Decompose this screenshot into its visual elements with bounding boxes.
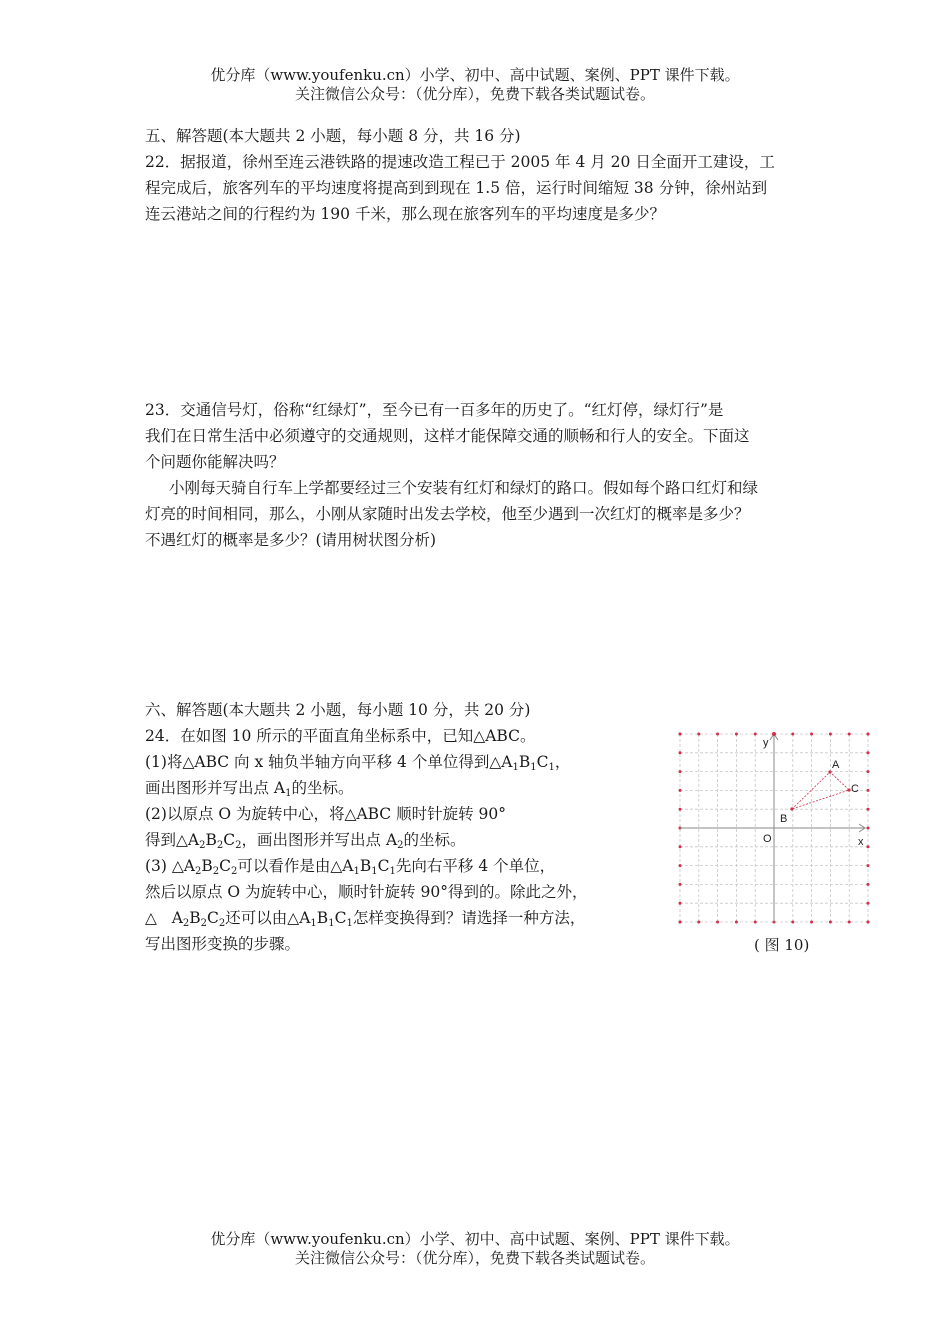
grid-border-dot (867, 827, 870, 830)
section-6-title: 六、解答题(本大题共 2 小题，每小题 10 分，共 20 分) (145, 701, 531, 719)
grid-border-dot (810, 733, 813, 736)
q23-line-5: 灯亮的时间相同，那么，小刚从家随时出发去学校，他至少遇到一次红灯的概率是多少？ (145, 505, 750, 523)
q23-line-6: 不遇红灯的概率是多少？(请用树状图分析) (145, 531, 437, 549)
figure-caption: ( 图 10) (754, 936, 810, 954)
q23-line-2: 我们在日常生活中必须遵守的交通规则，这样才能保障交通的顺畅和行人的安全。下面这 (145, 427, 750, 445)
grid-border-dot (867, 789, 870, 792)
q23-line-4: 小刚每天骑自行车上学都要经过三个安装有红灯和绿灯的路口。假如每个路口红灯和绿 (169, 479, 759, 497)
page-footer (0, 1230, 950, 1268)
section-5-title: 五、解答题(本大题共 2 小题，每小题 8 分，共 16 分) (145, 127, 521, 145)
q24-part2-line1: (2)以原点 O 为旋转中心，将△ABC 顺时针旋转 90° (145, 805, 506, 823)
grid-border-dot (679, 808, 682, 811)
grid-border-dot (679, 864, 682, 867)
grid-border-dot (829, 921, 832, 924)
header-line-1: 优分库（www.youfenku.cn）小学、初中、高中试题、案例、PPT 课件下载。 (210, 66, 740, 84)
q24-part1-line2: 画出图形并写出点 $A_1$的坐标。 (145, 779, 354, 799)
grid-border-dot (867, 733, 870, 736)
header-line-2: 关注微信公众号：（优分库），免费下载各类试题试卷。 (294, 85, 655, 103)
q24-part3-line2: 然后以原点 O 为旋转中心，顺时针旋转 90°得到的。除此之外， (145, 883, 588, 901)
grid-border-dot (679, 883, 682, 886)
coordinate-grid-figure (676, 730, 871, 926)
origin-label: O (763, 833, 772, 845)
grid-border-dot (848, 921, 851, 924)
q22-line-2: 程完成后，旅客列车的平均速度将提高到到现在 1.5 倍，运行时间缩短 38 分钟，徐州站到 (145, 179, 768, 197)
grid-border-dot (867, 808, 870, 811)
q24-intro: 24．在如图 10 所示的平面直角坐标系中，已知△ABC。 (145, 727, 536, 745)
grid-border-dot (867, 770, 870, 773)
grid-border-dot (867, 921, 870, 924)
grid-border-dot (716, 921, 719, 924)
grid-border-dot (867, 883, 870, 886)
grid-border-dot (867, 902, 870, 905)
page-header (0, 66, 950, 104)
grid-border-dot (754, 921, 757, 924)
grid-border-dot (679, 751, 682, 754)
q24-part1-line1: (1)将△ABC 向 x 轴负半轴方向平移 4 个单位得到$\triangle A_1B_1C_1$， (145, 753, 571, 773)
q22-line-1: 22．据报道，徐州至连云港铁路的提速改造工程已于 2005 年 4 月 20 日全面开工建设，工 (145, 153, 775, 171)
y-axis-label: y (763, 737, 769, 749)
q24-part3-line1: (3) $\triangle A_2B_2C_2$可以看作是由$\triangle A_1B_1C_1$先向右平移 4 个单位， (145, 857, 556, 877)
grid-border-dot (679, 733, 682, 736)
point-c-label: C (851, 783, 859, 795)
y-axis-top-dot (772, 732, 776, 736)
grid-border-dot (867, 751, 870, 754)
point-b (790, 807, 793, 810)
grid-border-dot (791, 921, 794, 924)
grid-border-dot (754, 733, 757, 736)
grid-border-dot (867, 845, 870, 848)
grid-border-dot (810, 921, 813, 924)
grid-border-dot (679, 921, 682, 924)
q23-line-1: 23．交通信号灯，俗称“红绿灯”，至今已有一百多年的历史了。“红灯停，绿灯行”是 (145, 401, 724, 419)
grid-border-dot (829, 733, 832, 736)
grid-border-dot (679, 789, 682, 792)
point-a-label: A (832, 759, 840, 771)
grid-border-dot (716, 733, 719, 736)
point-b-label: B (780, 813, 788, 825)
footer-line-1: 优分库（www.youfenku.cn）小学、初中、高中试题、案例、PPT 课件下载。 (210, 1230, 740, 1248)
grid-border-dot (735, 921, 738, 924)
q22-line-3: 连云港站之间的行程约为 190 千米，那么现在旅客列车的平均速度是多少？ (145, 205, 665, 223)
grid-border-dot (791, 733, 794, 736)
x-axis-label: x (858, 836, 864, 848)
q24-part3-line4: 写出图形变换的步骤。 (145, 935, 301, 953)
q24-part2-line2: 得到$\triangle A_2B_2C_2$，画出图形并写出点 $A_2$的坐标。 (145, 831, 466, 851)
grid-border-dot (679, 770, 682, 773)
q24-part3-line3: △ $A_2B_2C_2$还可以由$\triangle A_1B_1C_1$怎样变换得到？请选择一种方法， (145, 909, 586, 929)
grid-border-dot (679, 845, 682, 848)
q23-line-3: 个问题你能解决吗？ (145, 453, 285, 471)
grid-border-dot (679, 902, 682, 905)
grid-border-dot (848, 733, 851, 736)
question-23 (145, 397, 810, 553)
grid-border-dot (735, 733, 738, 736)
footer-line-2: 关注微信公众号：（优分库），免费下载各类试题试卷。 (294, 1249, 655, 1267)
grid-border-dot (697, 733, 700, 736)
section-5 (145, 123, 810, 227)
grid-border-dot (867, 864, 870, 867)
grid-border-dot (697, 921, 700, 924)
